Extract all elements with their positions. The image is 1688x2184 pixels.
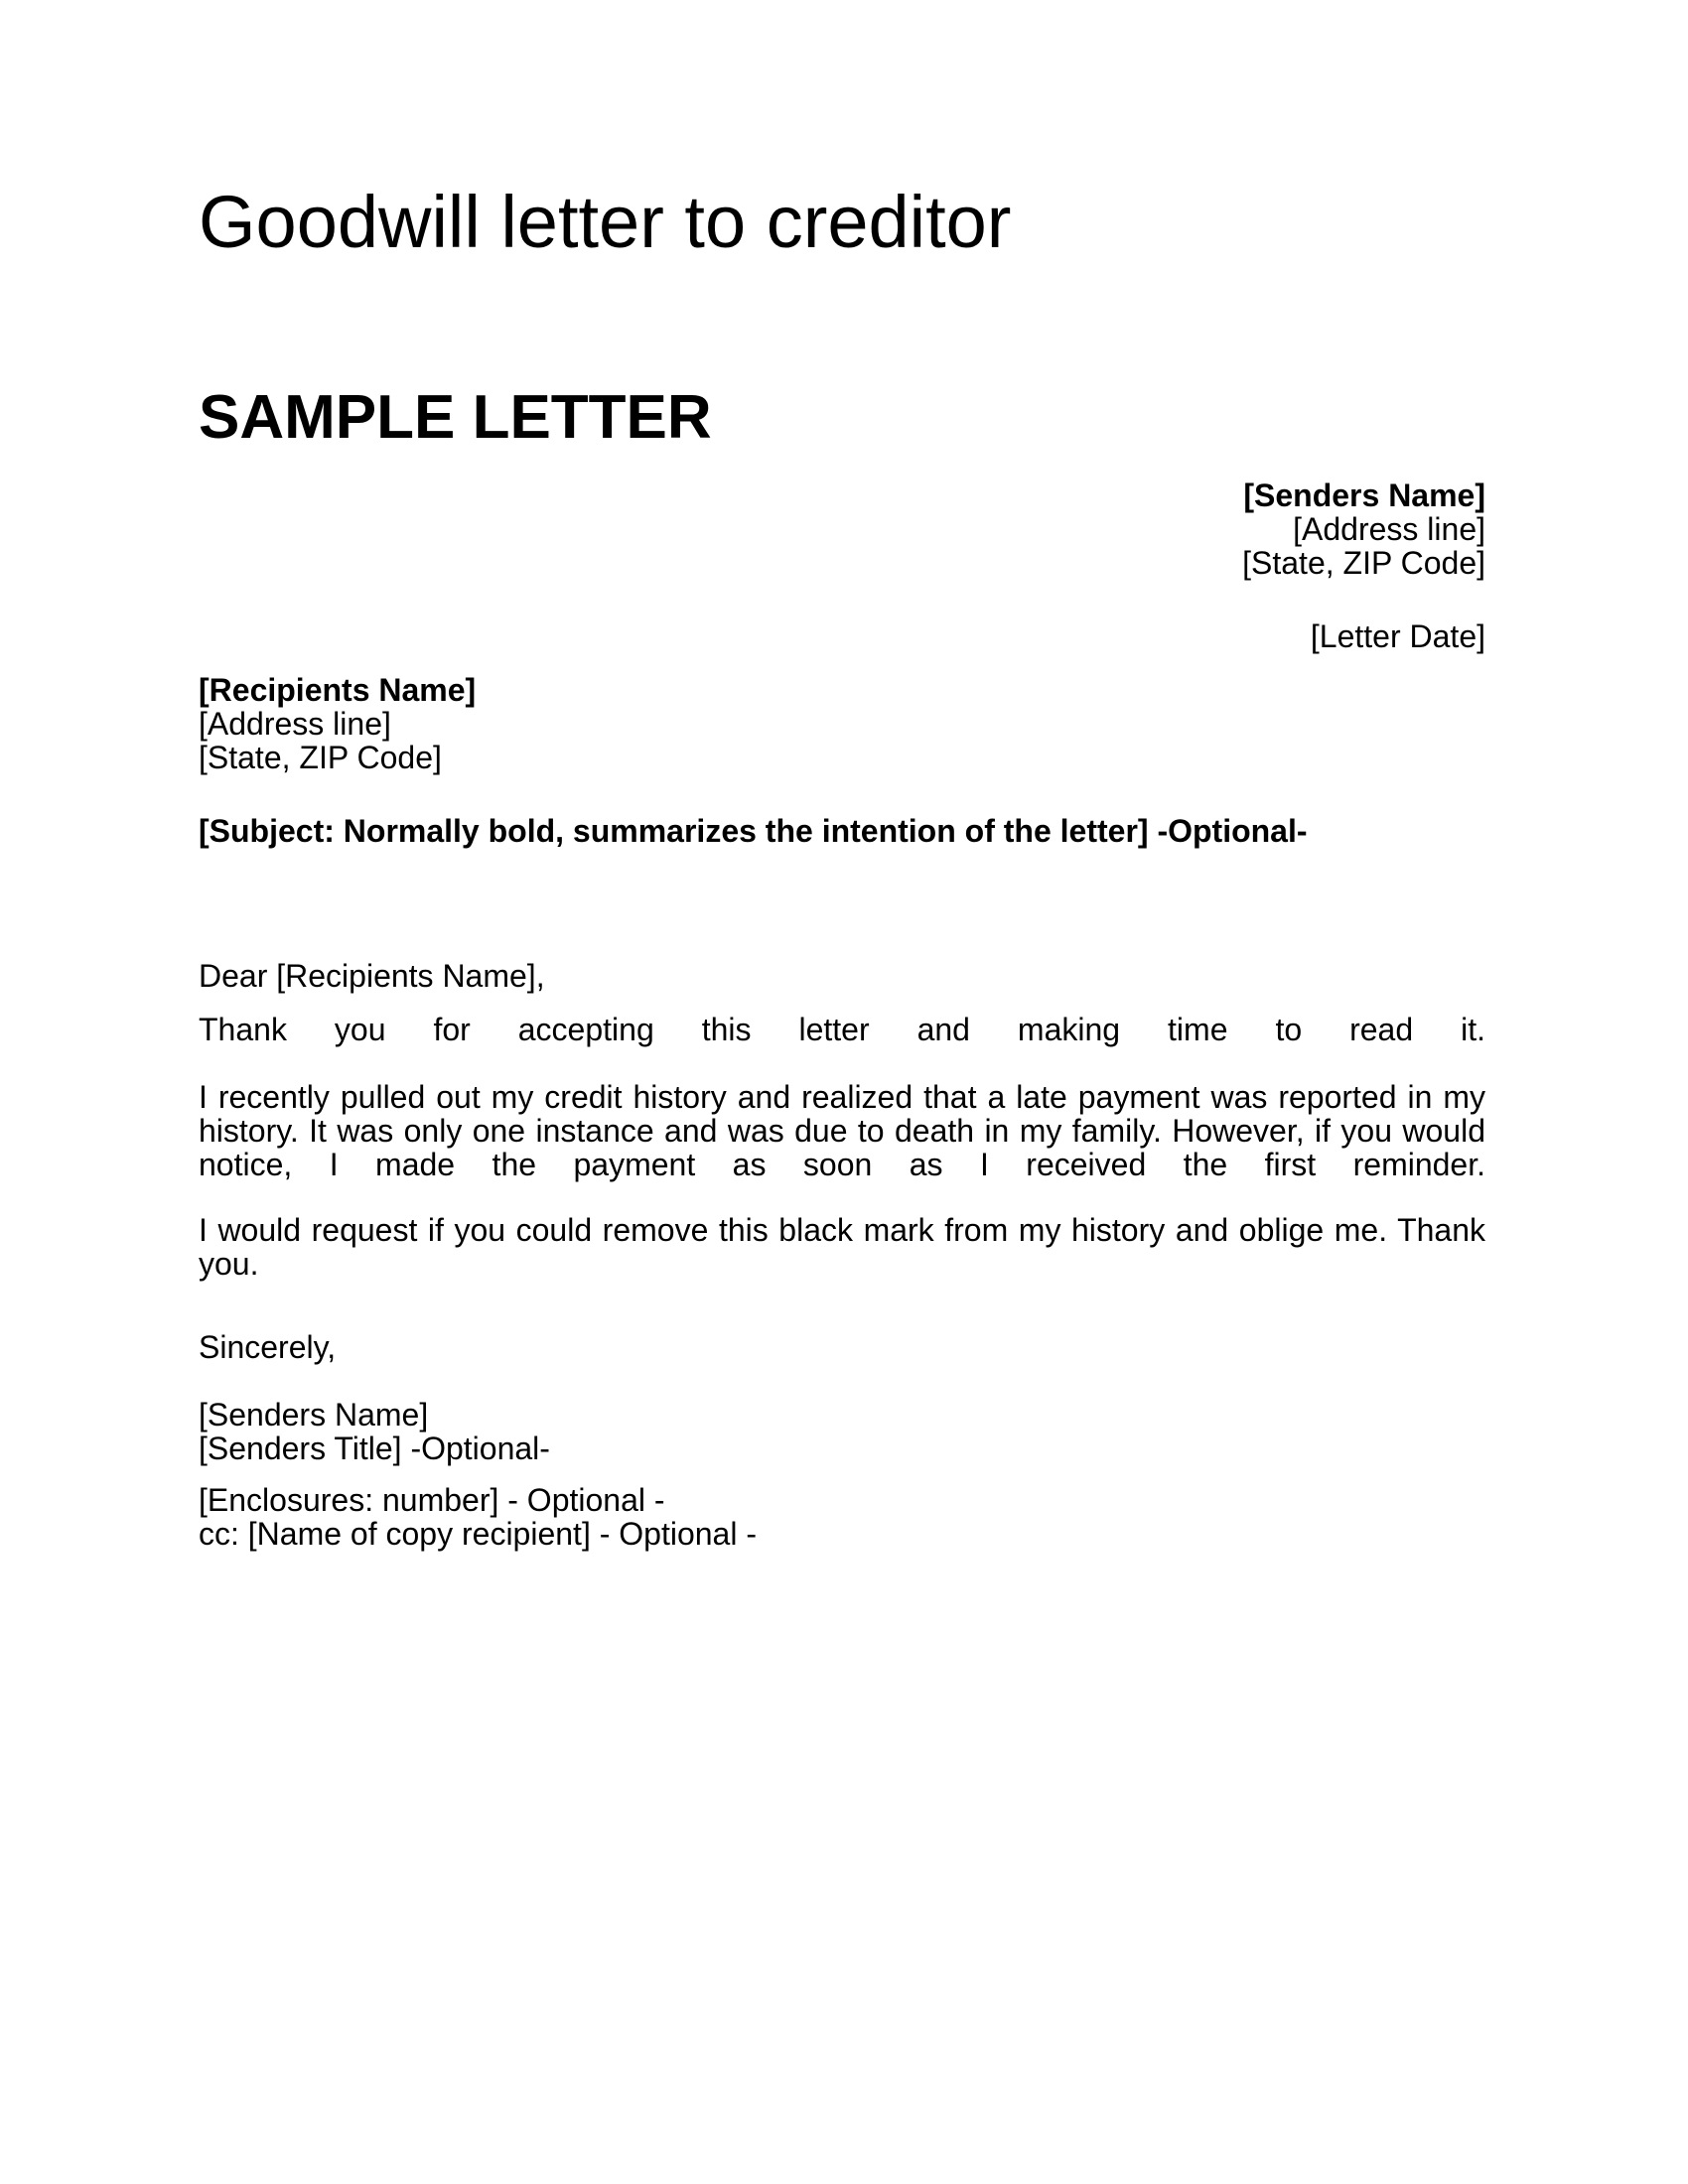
- sender-state-zip: [State, ZIP Code]: [1242, 545, 1485, 581]
- recipient-address-block: [199, 673, 476, 774]
- closing: Sincerely,: [199, 1329, 337, 1365]
- enclosures-line: [Enclosures: number] - Optional -: [199, 1482, 665, 1518]
- sample-letter-heading: SAMPLE LETTER: [199, 383, 712, 452]
- sender-address-line: [Address line]: [1293, 511, 1485, 547]
- sender-name: [Senders Name]: [1243, 478, 1485, 513]
- enclosure-block: [199, 1483, 757, 1551]
- recipient-state-zip: [State, ZIP Code]: [199, 740, 442, 775]
- body-paragraph-2: I recently pulled out my credit history and realized that a late payment was reported in my history. It was only one instance and was due to death in my family. However, if you would notice, I made the payment as soon as I received the first reminder.: [199, 1079, 1485, 1182]
- recipient-name: [Recipients Name]: [199, 672, 477, 708]
- body-paragraph-1: Thank you for accepting this letter and making time to read it.: [199, 1012, 1485, 1047]
- cc-line: cc: [Name of copy recipient] - Optional -: [199, 1516, 757, 1552]
- sender-address-block: [1242, 478, 1485, 580]
- subject-line: [Subject: Normally bold, summarizes the intention of the letter] -Optional-: [199, 813, 1308, 849]
- letter-date: [Letter Date]: [1310, 618, 1485, 654]
- signature-block: [199, 1398, 550, 1465]
- signature-title: [Senders Title] -Optional-: [199, 1431, 550, 1466]
- document-title: Goodwill letter to creditor: [199, 181, 1012, 263]
- signature-name: [Senders Name]: [199, 1397, 429, 1433]
- body-paragraph-3: I would request if you could remove this black mark from my history and oblige me. Thank you.: [199, 1212, 1485, 1282]
- recipient-address-line: [Address line]: [199, 706, 391, 742]
- salutation: Dear [Recipients Name],: [199, 958, 545, 994]
